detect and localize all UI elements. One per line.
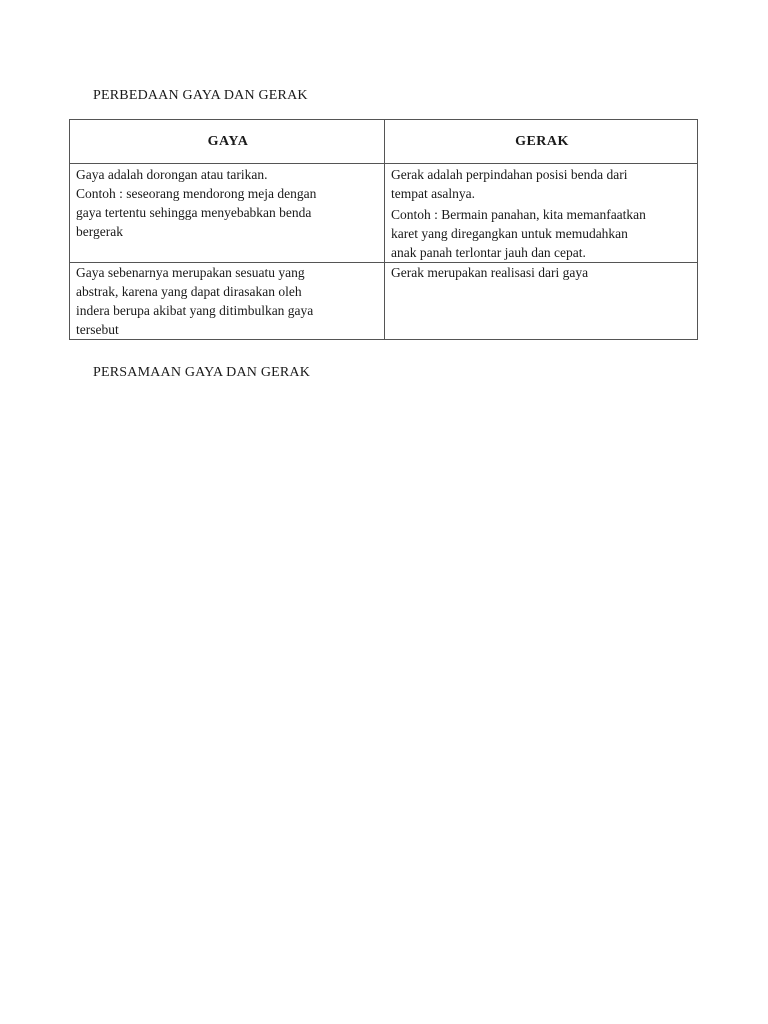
cell-text-line: indera berupa akibat yang ditimbulkan gaya (76, 303, 314, 318)
cell-text-line: tersebut (76, 322, 119, 337)
cell-text-line: Gaya sebenarnya merupakan sesuatu yang (76, 265, 305, 280)
table-row (70, 263, 698, 340)
cell-text-line: tempat asalnya. (391, 186, 475, 201)
cell-text-line: gaya tertentu sehingga menyebabkan benda (76, 205, 312, 220)
heading-similarities: PERSAMAAN GAYA DAN GERAK (93, 365, 311, 380)
heading-differences: PERBEDAAN GAYA DAN GERAK (93, 88, 308, 103)
cell-text-line: Gaya adalah dorongan atau tarikan. (76, 167, 268, 182)
cell-text-line: anak panah terlontar jauh dan cepat. (391, 245, 586, 260)
cell-gaya-definition (70, 164, 385, 263)
cell-gerak-realization (385, 263, 698, 340)
cell-text-line: Gerak merupakan realisasi dari gaya (391, 265, 589, 280)
cell-text-line: Contoh : seseorang mendorong meja dengan (76, 186, 317, 201)
cell-text-line: Contoh : Bermain panahan, kita memanfaatkan (391, 207, 646, 222)
cell-text-line: bergerak (76, 224, 123, 239)
column-header-gaya: GAYA (70, 120, 385, 164)
cell-gerak-definition (385, 164, 698, 263)
table-row (70, 164, 698, 263)
cell-gaya-abstract (70, 263, 385, 340)
comparison-table (69, 119, 698, 340)
table-header-row (70, 120, 698, 164)
cell-text-line: Gerak adalah perpindahan posisi benda dari (391, 167, 628, 182)
column-header-gerak: GERAK (385, 120, 698, 164)
cell-text-line: karet yang diregangkan untuk memudahkan (391, 226, 628, 241)
cell-text-line: abstrak, karena yang dapat dirasakan oleh (76, 284, 302, 299)
